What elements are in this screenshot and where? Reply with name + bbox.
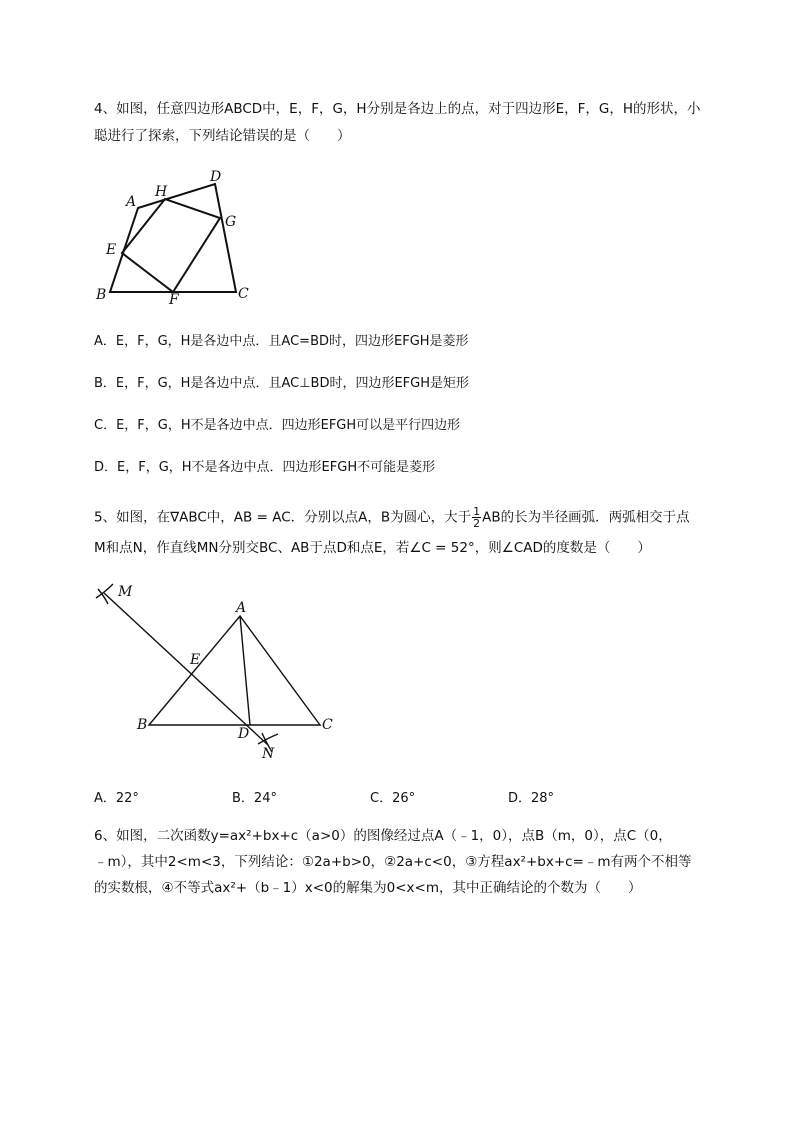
q5-option-b: B．24°: [232, 791, 277, 806]
q4-option-c: C．E，F，G，H不是各边中点．四边形EFGH可以是平行四边形: [94, 418, 461, 433]
q5-option-c: C．26°: [370, 791, 416, 806]
arc-mark-m1: [96, 584, 113, 598]
label-h: H: [155, 184, 168, 200]
fraction-denominator: 2: [473, 517, 481, 530]
label-c: C: [238, 286, 249, 302]
label-c: C: [322, 717, 333, 733]
segment-ad: [240, 616, 250, 725]
label-e: E: [190, 652, 201, 668]
label-b: B: [137, 717, 148, 733]
label-b: B: [96, 287, 107, 303]
arc-mark-m2: [98, 589, 108, 604]
q5-option-a: A．22°: [94, 791, 139, 806]
label-a: A: [126, 194, 137, 210]
q6-stem-line3: 的实数根，④不等式ax²+（b﹣1）x<0的解集为0<x<m，其中正确结论的个数为（ ）: [94, 880, 642, 896]
label-d: D: [238, 726, 250, 742]
q6-stem-line1: 6、如图，二次函数y=ax²+bx+c（a>0）的图像经过点A（﹣1，0），点B（m，0），点C（0，: [94, 828, 672, 844]
label-f: F: [169, 292, 179, 308]
label-d: D: [210, 169, 222, 185]
q4-stem-line2: 聪进行了探索，下列结论错误的是（ ）: [94, 128, 351, 144]
q4-option-b: B．E，F，G，H是各边中点．且AC⊥BD时，四边形EFGH是矩形: [94, 376, 469, 391]
label-e: E: [106, 242, 117, 258]
q4-option-a: A．E，F，G，H是各边中点．且AC=BD时，四边形EFGH是菱形: [94, 334, 469, 349]
q4-stem-line1: 4、如图，任意四边形ABCD中，E，F，G，H分别是各边上的点，对于四边形E，F，G，H的形状，小: [94, 101, 701, 117]
label-m: M: [118, 584, 133, 600]
triangle-abc: [149, 616, 320, 725]
q6-stem-line2: ﹣m），其中2<m<3，下列结论：①2a+b>0，②2a+c<0，③方程ax²+bx+c=﹣m有两个不相等: [94, 854, 692, 870]
label-n: N: [262, 746, 275, 762]
label-g: G: [225, 214, 237, 230]
fraction-numerator: 1: [473, 505, 481, 518]
q5-stem-part2: AB的长为半径画弧．两弧相交于点: [482, 509, 690, 526]
q5-option-d: D．28°: [508, 791, 555, 806]
q4-option-d: D．E，F，G，H不是各边中点．四边形EFGH不可能是菱形: [94, 460, 436, 475]
q5-stem-part1: 5、如图，在∇ABC中，AB = AC．分别以点A，B为圆心，大于: [94, 509, 472, 526]
q5-stem-line2: M和点N，作直线MN分别交BC、AB于点D和点E，若∠C = 52°，则∠CAD的度数是（ ）: [94, 540, 651, 556]
label-a: A: [236, 600, 247, 616]
